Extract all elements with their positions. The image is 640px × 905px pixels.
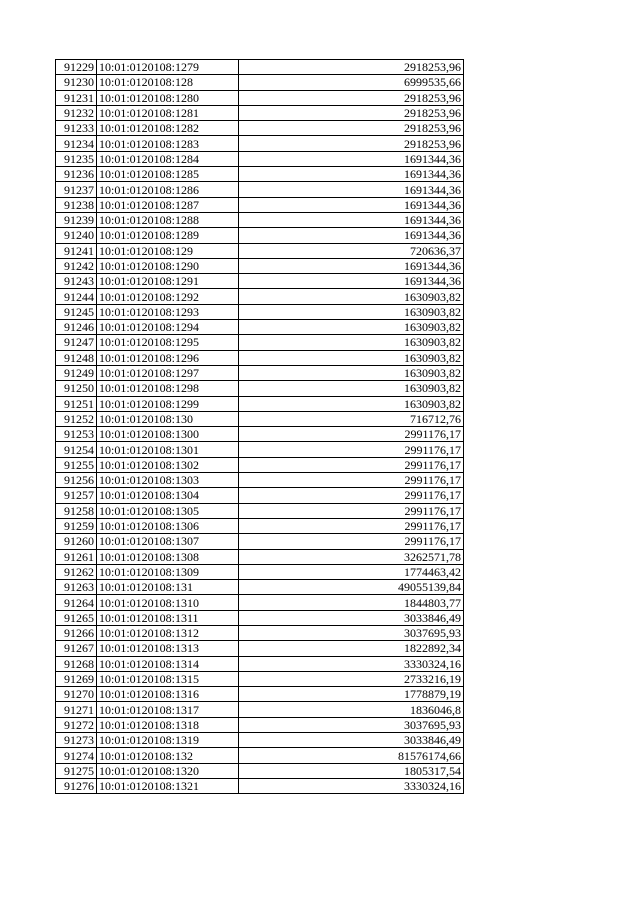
value-cell: 1630903,82 — [239, 381, 464, 396]
cadastral-number-cell: 10:01:0120108:1282 — [97, 121, 239, 136]
row-number-cell: 91233 — [56, 121, 97, 136]
table-row — [56, 167, 464, 182]
row-number-cell: 91241 — [56, 243, 97, 258]
table-row — [56, 488, 464, 503]
value-cell: 720636,37 — [239, 243, 464, 258]
value-cell: 81576174,66 — [239, 748, 464, 763]
value-cell: 2991176,17 — [239, 442, 464, 457]
row-number-cell: 91271 — [56, 702, 97, 717]
cadastral-number-cell: 10:01:0120108:1279 — [97, 60, 239, 75]
cadastral-number-cell: 10:01:0120108:1305 — [97, 503, 239, 518]
value-cell: 1630903,82 — [239, 350, 464, 365]
row-number-cell: 91275 — [56, 763, 97, 778]
cadastral-number-cell: 10:01:0120108:1301 — [97, 442, 239, 457]
row-number-cell: 91243 — [56, 274, 97, 289]
value-cell: 2991176,17 — [239, 473, 464, 488]
table-row — [56, 212, 464, 227]
table-row — [56, 365, 464, 380]
row-number-cell: 91244 — [56, 289, 97, 304]
table-row — [56, 610, 464, 625]
table-row — [56, 381, 464, 396]
row-number-cell: 91231 — [56, 90, 97, 105]
table-row — [56, 105, 464, 120]
value-cell: 1691344,36 — [239, 167, 464, 182]
value-cell: 3033846,49 — [239, 610, 464, 625]
cadastral-number-cell: 10:01:0120108:1300 — [97, 427, 239, 442]
row-number-cell: 91267 — [56, 641, 97, 656]
cadastral-number-cell: 10:01:0120108:1308 — [97, 549, 239, 564]
cadastral-number-cell: 10:01:0120108:1296 — [97, 350, 239, 365]
row-number-cell: 91273 — [56, 733, 97, 748]
cadastral-number-cell: 10:01:0120108:1320 — [97, 763, 239, 778]
value-cell: 1691344,36 — [239, 228, 464, 243]
value-cell: 2918253,96 — [239, 90, 464, 105]
table-row — [56, 717, 464, 732]
cadastral-number-cell: 10:01:0120108:130 — [97, 411, 239, 426]
cadastral-number-cell: 10:01:0120108:1299 — [97, 396, 239, 411]
value-cell: 1691344,36 — [239, 151, 464, 166]
cadastral-number-cell: 10:01:0120108:1311 — [97, 610, 239, 625]
row-number-cell: 91266 — [56, 625, 97, 640]
row-number-cell: 91276 — [56, 778, 97, 793]
row-number-cell: 91264 — [56, 595, 97, 610]
row-number-cell: 91252 — [56, 411, 97, 426]
table-body — [56, 60, 464, 794]
row-number-cell: 91242 — [56, 258, 97, 273]
row-number-cell: 91268 — [56, 656, 97, 671]
cadastral-number-cell: 10:01:0120108:1295 — [97, 335, 239, 350]
table-row — [56, 258, 464, 273]
table-row — [56, 274, 464, 289]
table-row — [56, 90, 464, 105]
row-number-cell: 91229 — [56, 60, 97, 75]
cadastral-number-cell: 10:01:0120108:1292 — [97, 289, 239, 304]
row-number-cell: 91239 — [56, 212, 97, 227]
table-row — [56, 136, 464, 151]
value-cell: 2991176,17 — [239, 503, 464, 518]
cadastral-number-cell: 10:01:0120108:1303 — [97, 473, 239, 488]
table-row — [56, 763, 464, 778]
table-row — [56, 442, 464, 457]
value-cell: 2918253,96 — [239, 60, 464, 75]
table-row — [56, 641, 464, 656]
table-row — [56, 748, 464, 763]
cadastral-number-cell: 10:01:0120108:1316 — [97, 687, 239, 702]
table-row — [56, 411, 464, 426]
value-cell: 2991176,17 — [239, 534, 464, 549]
table-row — [56, 687, 464, 702]
value-cell: 49055139,84 — [239, 580, 464, 595]
table-row — [56, 289, 464, 304]
cadastral-number-cell: 10:01:0120108:1306 — [97, 518, 239, 533]
cadastral-number-cell: 10:01:0120108:1314 — [97, 656, 239, 671]
value-cell: 2991176,17 — [239, 518, 464, 533]
table-row — [56, 396, 464, 411]
value-cell: 1691344,36 — [239, 212, 464, 227]
cadastral-number-cell: 10:01:0120108:1281 — [97, 105, 239, 120]
row-number-cell: 91247 — [56, 335, 97, 350]
table-row — [56, 304, 464, 319]
value-cell: 3037695,93 — [239, 625, 464, 640]
table-row — [56, 320, 464, 335]
row-number-cell: 91263 — [56, 580, 97, 595]
value-cell: 1630903,82 — [239, 396, 464, 411]
table-row — [56, 427, 464, 442]
table-row — [56, 778, 464, 793]
row-number-cell: 91254 — [56, 442, 97, 457]
table-row — [56, 182, 464, 197]
table-row — [56, 733, 464, 748]
value-cell: 1778879,19 — [239, 687, 464, 702]
value-cell: 2918253,96 — [239, 136, 464, 151]
row-number-cell: 91260 — [56, 534, 97, 549]
data-table — [55, 59, 464, 794]
row-number-cell: 91240 — [56, 228, 97, 243]
value-cell: 1630903,82 — [239, 304, 464, 319]
table-row — [56, 656, 464, 671]
table-row — [56, 350, 464, 365]
cadastral-number-cell: 10:01:0120108:1307 — [97, 534, 239, 549]
row-number-cell: 91236 — [56, 167, 97, 182]
row-number-cell: 91235 — [56, 151, 97, 166]
cadastral-number-cell: 10:01:0120108:1291 — [97, 274, 239, 289]
row-number-cell: 91237 — [56, 182, 97, 197]
cadastral-number-cell: 10:01:0120108:1297 — [97, 365, 239, 380]
table-row — [56, 197, 464, 212]
row-number-cell: 91274 — [56, 748, 97, 763]
row-number-cell: 91232 — [56, 105, 97, 120]
cadastral-number-cell: 10:01:0120108:1294 — [97, 320, 239, 335]
row-number-cell: 91245 — [56, 304, 97, 319]
cadastral-number-cell: 10:01:0120108:1293 — [97, 304, 239, 319]
row-number-cell: 91259 — [56, 518, 97, 533]
cadastral-number-cell: 10:01:0120108:1287 — [97, 197, 239, 212]
row-number-cell: 91250 — [56, 381, 97, 396]
cadastral-number-cell: 10:01:0120108:1310 — [97, 595, 239, 610]
row-number-cell: 91249 — [56, 365, 97, 380]
row-number-cell: 91253 — [56, 427, 97, 442]
row-number-cell: 91272 — [56, 717, 97, 732]
cadastral-number-cell: 10:01:0120108:1289 — [97, 228, 239, 243]
value-cell: 2991176,17 — [239, 457, 464, 472]
table-row — [56, 518, 464, 533]
value-cell: 2991176,17 — [239, 427, 464, 442]
cadastral-number-cell: 10:01:0120108:1302 — [97, 457, 239, 472]
cadastral-number-cell: 10:01:0120108:1319 — [97, 733, 239, 748]
table-row — [56, 228, 464, 243]
cadastral-number-cell: 10:01:0120108:1315 — [97, 671, 239, 686]
cadastral-number-cell: 10:01:0120108:1309 — [97, 564, 239, 579]
row-number-cell: 91262 — [56, 564, 97, 579]
row-number-cell: 91255 — [56, 457, 97, 472]
value-cell: 1691344,36 — [239, 182, 464, 197]
cadastral-number-cell: 10:01:0120108:132 — [97, 748, 239, 763]
value-cell: 1630903,82 — [239, 320, 464, 335]
table-row — [56, 625, 464, 640]
value-cell: 3037695,93 — [239, 717, 464, 732]
row-number-cell: 91234 — [56, 136, 97, 151]
value-cell: 1630903,82 — [239, 365, 464, 380]
row-number-cell: 91230 — [56, 75, 97, 90]
table-row — [56, 243, 464, 258]
row-number-cell: 91238 — [56, 197, 97, 212]
value-cell: 1836046,8 — [239, 702, 464, 717]
cadastral-number-cell: 10:01:0120108:1298 — [97, 381, 239, 396]
table-row — [56, 503, 464, 518]
cadastral-number-cell: 10:01:0120108:129 — [97, 243, 239, 258]
value-cell: 2918253,96 — [239, 105, 464, 120]
table-row — [56, 549, 464, 564]
value-cell: 6999535,66 — [239, 75, 464, 90]
row-number-cell: 91258 — [56, 503, 97, 518]
table-row — [56, 75, 464, 90]
cadastral-number-cell: 10:01:0120108:1312 — [97, 625, 239, 640]
value-cell: 1805317,54 — [239, 763, 464, 778]
table-row — [56, 121, 464, 136]
table-row — [56, 60, 464, 75]
table-row — [56, 335, 464, 350]
value-cell: 1822892,34 — [239, 641, 464, 656]
value-cell: 1691344,36 — [239, 274, 464, 289]
table-row — [56, 534, 464, 549]
cadastral-number-cell: 10:01:0120108:1313 — [97, 641, 239, 656]
table-row — [56, 457, 464, 472]
cadastral-number-cell: 10:01:0120108:1285 — [97, 167, 239, 182]
row-number-cell: 91261 — [56, 549, 97, 564]
value-cell: 2991176,17 — [239, 488, 464, 503]
cadastral-number-cell: 10:01:0120108:1304 — [97, 488, 239, 503]
cadastral-number-cell: 10:01:0120108:1280 — [97, 90, 239, 105]
row-number-cell: 91256 — [56, 473, 97, 488]
value-cell: 2733216,19 — [239, 671, 464, 686]
table-row — [56, 151, 464, 166]
value-cell: 1630903,82 — [239, 289, 464, 304]
row-number-cell: 91257 — [56, 488, 97, 503]
table-row — [56, 564, 464, 579]
row-number-cell: 91251 — [56, 396, 97, 411]
row-number-cell: 91265 — [56, 610, 97, 625]
cadastral-number-cell: 10:01:0120108:128 — [97, 75, 239, 90]
row-number-cell: 91269 — [56, 671, 97, 686]
table-row — [56, 595, 464, 610]
row-number-cell: 91248 — [56, 350, 97, 365]
table-row — [56, 671, 464, 686]
value-cell: 1774463,42 — [239, 564, 464, 579]
value-cell: 1691344,36 — [239, 258, 464, 273]
table-row — [56, 473, 464, 488]
cadastral-number-cell: 10:01:0120108:131 — [97, 580, 239, 595]
cadastral-number-cell: 10:01:0120108:1317 — [97, 702, 239, 717]
cadastral-number-cell: 10:01:0120108:1283 — [97, 136, 239, 151]
value-cell: 1844803,77 — [239, 595, 464, 610]
row-number-cell: 91246 — [56, 320, 97, 335]
cadastral-number-cell: 10:01:0120108:1290 — [97, 258, 239, 273]
value-cell: 3330324,16 — [239, 778, 464, 793]
value-cell: 1691344,36 — [239, 197, 464, 212]
cadastral-number-cell: 10:01:0120108:1288 — [97, 212, 239, 227]
value-cell: 716712,76 — [239, 411, 464, 426]
value-cell: 2918253,96 — [239, 121, 464, 136]
table-row — [56, 580, 464, 595]
row-number-cell: 91270 — [56, 687, 97, 702]
value-cell: 3330324,16 — [239, 656, 464, 671]
cadastral-number-cell: 10:01:0120108:1284 — [97, 151, 239, 166]
value-cell: 1630903,82 — [239, 335, 464, 350]
table-row — [56, 702, 464, 717]
cadastral-number-cell: 10:01:0120108:1321 — [97, 778, 239, 793]
value-cell: 3262571,78 — [239, 549, 464, 564]
value-cell: 3033846,49 — [239, 733, 464, 748]
cadastral-number-cell: 10:01:0120108:1286 — [97, 182, 239, 197]
cadastral-number-cell: 10:01:0120108:1318 — [97, 717, 239, 732]
